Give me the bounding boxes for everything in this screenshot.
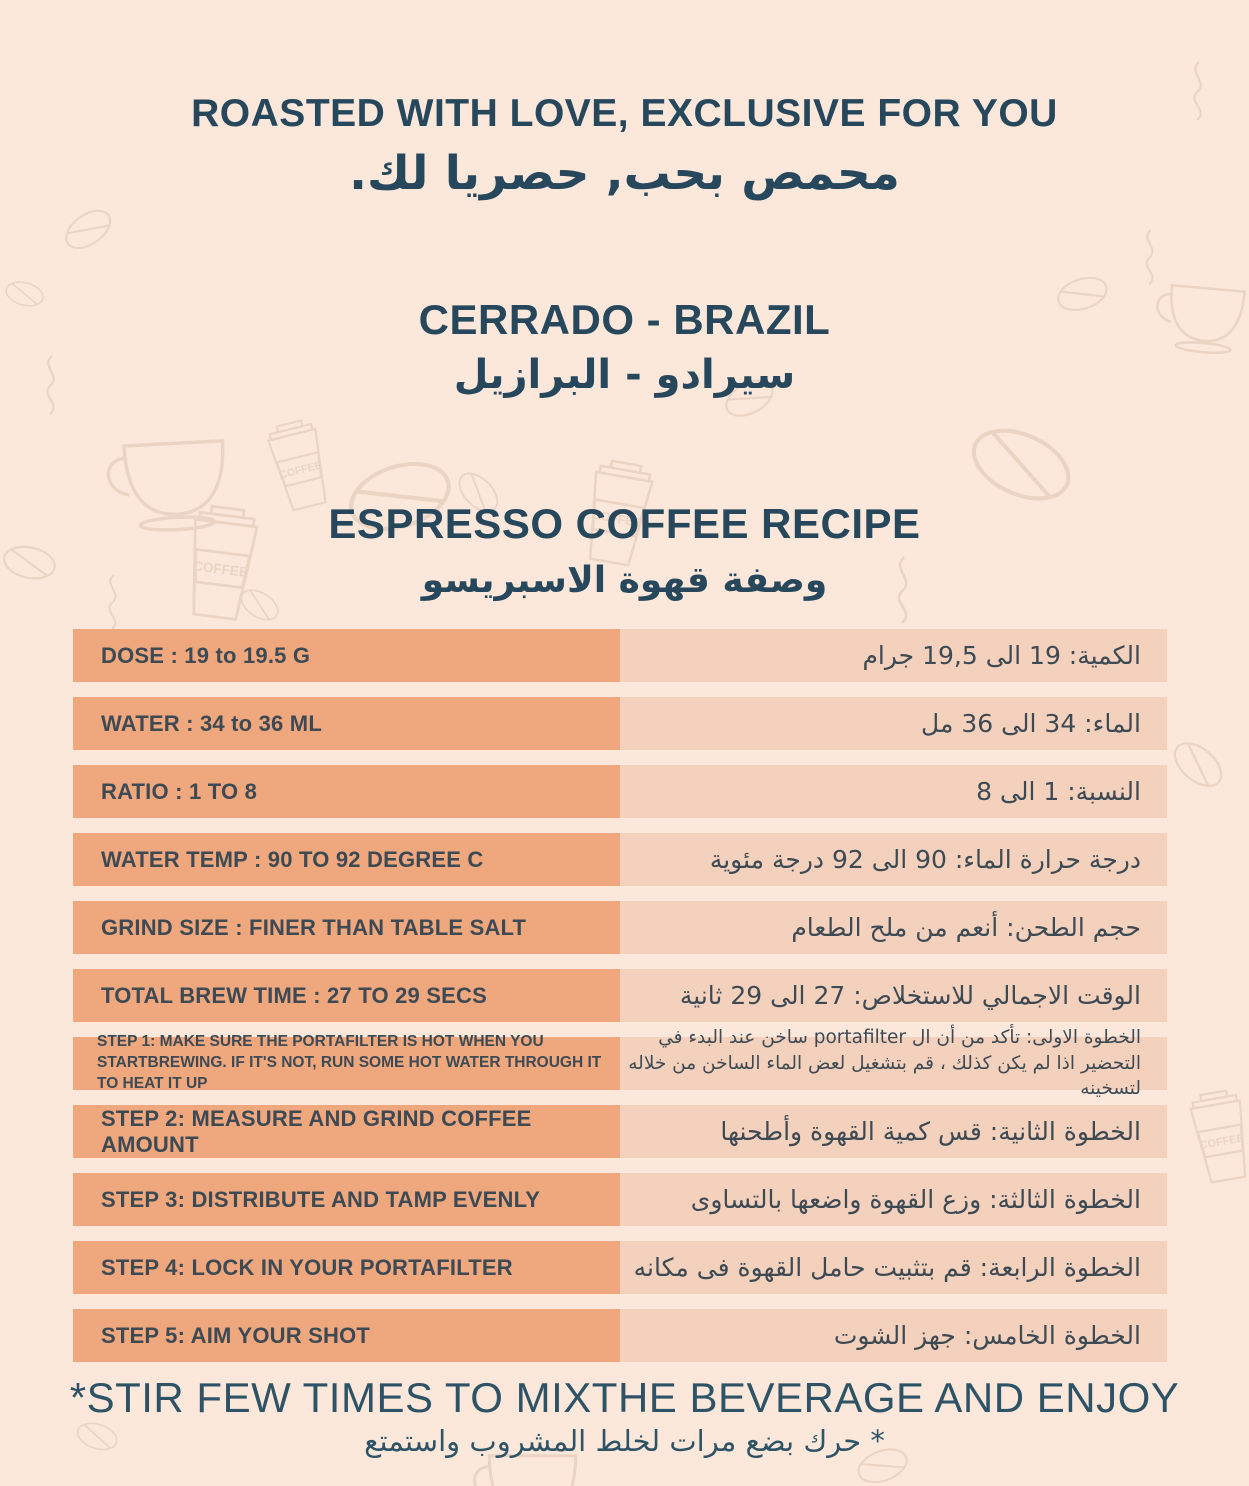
recipe-row-arabic-text: النسبة: 1 الى 8 [976, 777, 1141, 806]
footer-note-english: *STIR FEW TIMES TO MIXTHE BEVERAGE AND ENJOY [69, 1374, 1180, 1421]
recipe-row [73, 833, 1167, 886]
recipe-row-english-text: GRIND SIZE : FINER THAN TABLE SALT [101, 914, 527, 940]
recipe-row-english-cell [73, 1241, 620, 1294]
recipe-row-english-cell [73, 629, 620, 682]
recipe-title-arabic: وصفة قهوة الاسبريسو [421, 560, 828, 601]
recipe-row-arabic-text: الخطوة الخامس: جهز الشوت [833, 1321, 1141, 1350]
recipe-row [73, 629, 1167, 682]
recipe-row-arabic-text: حجم الطحن: أنعم من ملح الطعام [791, 913, 1141, 942]
recipe-row [73, 1173, 1167, 1226]
recipe-row-english-text: WATER : 34 to 36 ML [101, 710, 322, 736]
origin-title-arabic: سيرادو - البرازيل [453, 352, 796, 398]
recipe-row-english-cell [73, 1309, 620, 1362]
recipe-row-arabic-cell [620, 1105, 1167, 1158]
recipe-row-english-cell [73, 833, 620, 886]
recipe-row-english-cell [73, 969, 620, 1022]
recipe-table [73, 629, 1167, 1377]
recipe-row-arabic-text: الخطوة الثالثة: وزع القهوة واضعها بالتساوى [690, 1185, 1141, 1214]
recipe-row [73, 1309, 1167, 1362]
recipe-row [73, 901, 1167, 954]
recipe-title-english: ESPRESSO COFFEE RECIPE [328, 500, 921, 547]
recipe-row [73, 1241, 1167, 1294]
recipe-row [73, 969, 1167, 1022]
recipe-row-arabic-cell [620, 697, 1167, 750]
recipe-row-english-text: WATER TEMP : 90 TO 92 DEGREE C [101, 846, 484, 872]
recipe-row-english-cell [73, 1105, 620, 1158]
recipe-row-arabic-cell [620, 1241, 1167, 1294]
tagline-arabic: محمص بحب, حصريا لك. [349, 146, 900, 201]
recipe-row-english-text: TOTAL BREW TIME : 27 TO 29 SECS [101, 982, 487, 1008]
recipe-row-arabic-cell [620, 833, 1167, 886]
recipe-row-english-text: STEP 2: MEASURE AND GRIND COFFEE AMOUNT [101, 1105, 532, 1157]
recipe-row-english-text: STEP 3: DISTRIBUTE AND TAMP EVENLY [101, 1186, 541, 1212]
recipe-row-english-text: RATIO : 1 TO 8 [101, 778, 258, 804]
recipe-row-arabic-cell [620, 969, 1167, 1022]
recipe-row-english-cell [73, 1173, 620, 1226]
footer-note-arabic: * حرك بضع مرات لخلط المشروب واستمتع [364, 1424, 885, 1458]
recipe-row-arabic-cell [620, 1026, 1167, 1100]
recipe-row-english-cell [73, 1033, 620, 1092]
recipe-row-arabic-text: الخطوة الثانية: قس كمية القهوة وأطحنها [720, 1117, 1141, 1146]
recipe-row-arabic-cell [620, 765, 1167, 818]
recipe-row-arabic-text: الخطوة الاولى: تأكد من أن ال portafilter ساخن عند البدء في التحضير اذا لم يكن كذلك ، قم بتشغيل لعض الماء الساخن من خلاله لتسخينه [628, 1026, 1141, 1100]
recipe-row-arabic-text: الكمية: 19 الى 19,5 جرام [862, 641, 1141, 670]
recipe-row-arabic-text: الماء: 34 الى 36 مل [921, 709, 1141, 738]
recipe-row-english-text: STEP 5: AIM YOUR SHOT [101, 1322, 371, 1348]
recipe-row-english-cell [73, 697, 620, 750]
recipe-row-english-text: STEP 1: MAKE SURE THE PORTAFILTER IS HOT WHEN YOU STARTBREWING. IF IT'S NOT, RUN SOME HOT WATER THROUGH IT TO HEAT IT UP [97, 1033, 602, 1092]
recipe-row-arabic-text: الخطوة الرابعة: قم بتثبيت حامل القهوة فى مكانه [633, 1253, 1141, 1282]
recipe-row [73, 765, 1167, 818]
recipe-row-arabic-cell [620, 1309, 1167, 1362]
recipe-row-arabic-cell [620, 1173, 1167, 1226]
recipe-row [73, 697, 1167, 750]
recipe-row-arabic-cell [620, 901, 1167, 954]
recipe-row-arabic-text: الوقت الاجمالي للاستخلاص: 27 الى 29 ثانية [679, 981, 1141, 1010]
recipe-row-arabic-text: درجة حرارة الماء: 90 الى 92 درجة مئوية [709, 845, 1141, 874]
recipe-row-english-cell [73, 901, 620, 954]
recipe-row-english-text: STEP 4: LOCK IN YOUR PORTAFILTER [101, 1254, 513, 1280]
recipe-row-english-cell [73, 765, 620, 818]
tagline-english: ROASTED WITH LOVE, EXCLUSIVE FOR YOU [191, 92, 1058, 135]
recipe-row [73, 1105, 1167, 1158]
recipe-row-english-text: DOSE : 19 to 19.5 G [101, 642, 311, 668]
recipe-row-arabic-cell [620, 629, 1167, 682]
recipe-row [73, 1026, 1167, 1100]
origin-title-english: CERRADO - BRAZIL [418, 296, 831, 343]
